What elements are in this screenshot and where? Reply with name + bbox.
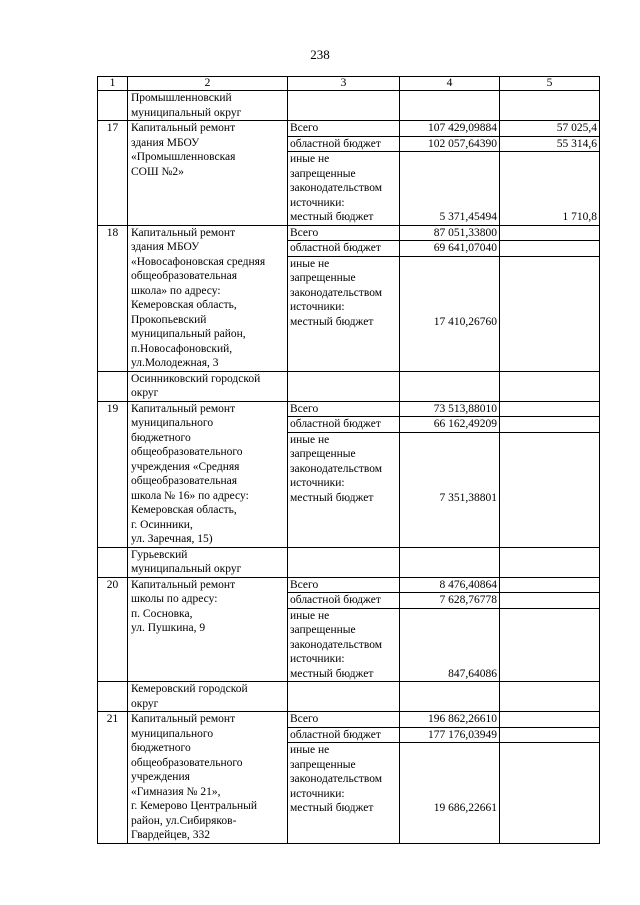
budget-table: [97, 76, 600, 844]
amount-col5-local: [502, 315, 597, 330]
table-header-row: [98, 77, 600, 91]
amount-local: 19 686,22661: [433, 802, 497, 814]
description-line: общеобразовательного: [131, 446, 243, 458]
spacer: [402, 196, 497, 211]
spacer: [402, 181, 497, 196]
description-line: общеобразовательная: [131, 270, 237, 282]
amount-local: 7 351,38801: [439, 491, 497, 504]
description-line: ул.Молодежная, 3: [131, 357, 219, 369]
item-description: [128, 121, 288, 226]
amount-local: 17 410,26760: [433, 315, 497, 328]
spacer: [502, 609, 597, 624]
label-local: местный бюджет: [290, 667, 374, 680]
row-number-cell: [98, 547, 128, 577]
spacer: [402, 300, 497, 315]
description-line: Капитальный ремонт: [131, 578, 236, 591]
label-regional: областной бюджет: [288, 137, 399, 153]
description-line: «Гимназия № 21»,: [131, 785, 221, 798]
region-line: муниципальный округ: [131, 106, 242, 119]
amount-regional: 69 641,07040: [400, 241, 499, 257]
label-regional: областной бюджет: [288, 417, 399, 433]
label-other: запрещенные: [290, 448, 356, 460]
region-line: Кемеровский городской: [131, 683, 248, 695]
region-line: Гурьевский: [131, 548, 188, 561]
region-line: округ: [131, 387, 159, 399]
description-line: г. Кемерово Центральный: [131, 800, 258, 812]
amount-col5-cell: [500, 225, 600, 371]
spacer: [502, 623, 597, 638]
amount-cell: [400, 401, 500, 547]
spacer: [402, 638, 497, 653]
region-line: округ: [131, 697, 159, 710]
amount-col5-regional: [500, 241, 599, 257]
spacer: [502, 257, 597, 272]
description-line: школы по адресу:: [131, 593, 218, 605]
label-other: законодательством: [290, 773, 383, 785]
empty-cell: [288, 547, 400, 577]
description-line: Прокопьевский: [131, 313, 207, 326]
label-other: запрещенные: [290, 167, 356, 180]
description-line: общеобразовательного: [131, 756, 243, 769]
description-line: муниципальный район,: [131, 328, 246, 340]
description-line: п. Сосновка,: [131, 607, 193, 620]
region-line: Промышленновский: [131, 92, 232, 104]
label-local: местный бюджет: [290, 211, 374, 223]
spacer: [402, 476, 497, 491]
header-cell-5: 5: [500, 77, 600, 91]
description-line: Кемеровская область,: [131, 299, 237, 311]
description-line: Капитальный ремонт: [131, 713, 236, 725]
spacer: [502, 196, 597, 211]
empty-cell: [400, 547, 500, 577]
description-line: Кемеровская область,: [131, 504, 237, 516]
spacer: [402, 787, 497, 802]
label-total: Всего: [288, 121, 399, 137]
table-row: [98, 577, 600, 682]
spacer: [502, 638, 597, 653]
empty-cell: [400, 371, 500, 401]
description-line: здания МБОУ: [131, 136, 200, 149]
spacer: [502, 433, 597, 448]
description-line: Капитальный ремонт: [131, 402, 236, 415]
region-name: [128, 371, 288, 401]
label-other: иные не: [290, 609, 330, 622]
label-other: источники:: [290, 196, 345, 209]
spacer: [502, 787, 597, 802]
amount-col5-local: 1 710,8: [562, 211, 597, 223]
label-total: Всего: [288, 578, 399, 594]
row-number: 19: [98, 401, 128, 547]
table-row: [98, 225, 600, 371]
description-line: Гвардейцев, 332: [131, 829, 210, 841]
spacer: [502, 152, 597, 167]
description-line: Капитальный ремонт: [131, 226, 236, 239]
amount-col5-regional: [500, 728, 599, 744]
label-other: источники:: [290, 787, 345, 800]
description-line: бюджетного: [131, 431, 191, 444]
label-regional: областной бюджет: [288, 728, 399, 744]
amount-col5-local: [502, 667, 597, 682]
description-line: учреждения «Средняя: [131, 460, 240, 473]
row-number: 18: [98, 225, 128, 371]
description-line: «Новосафоновская средняя: [131, 255, 266, 268]
label-total: Всего: [288, 712, 399, 728]
table-row: [98, 712, 600, 844]
header-cell-1: 1: [98, 77, 128, 91]
region-line: муниципальный округ: [131, 563, 242, 575]
empty-cell: [288, 371, 400, 401]
empty-cell: [288, 682, 400, 712]
empty-cell: [288, 91, 400, 121]
spacer: [402, 758, 497, 773]
spacer: [402, 447, 497, 462]
amount-cell: [400, 577, 500, 682]
item-description: [128, 712, 288, 844]
funding-source-cell: [288, 712, 400, 844]
amount-total: 87 051,33800: [400, 226, 499, 242]
description-line: школа № 16» по адресу:: [131, 489, 249, 502]
amount-col5-cell: [500, 121, 600, 226]
spacer: [402, 167, 497, 182]
description-line: общеобразовательная: [131, 475, 237, 487]
amount-col5-local: [502, 491, 597, 506]
amount-col5-regional: [500, 417, 599, 433]
spacer: [402, 772, 497, 787]
region-row: [98, 547, 600, 577]
item-description: [128, 577, 288, 682]
spacer: [502, 447, 597, 462]
row-number-cell: [98, 91, 128, 121]
item-description: [128, 225, 288, 371]
row-number: 20: [98, 577, 128, 682]
amount-col5-cell: [500, 712, 600, 844]
empty-cell: [500, 91, 600, 121]
label-other: законодательством: [290, 286, 383, 299]
label-regional: областной бюджет: [288, 593, 399, 609]
label-regional: областной бюджет: [288, 241, 399, 257]
funding-source-cell: [288, 401, 400, 547]
label-other: иные не: [290, 744, 330, 756]
amount-regional: 102 057,64390: [400, 137, 499, 153]
row-number: 17: [98, 121, 128, 226]
amount-cell: [400, 225, 500, 371]
empty-cell: [500, 547, 600, 577]
spacer: [402, 271, 497, 286]
label-other: запрещенные: [290, 758, 356, 771]
row-number-cell: [98, 682, 128, 712]
label-other: источники:: [290, 477, 345, 489]
funding-source-cell: [288, 577, 400, 682]
region-name: [128, 91, 288, 121]
amount-cell: [400, 121, 500, 226]
description-line: школа» по адресу:: [131, 284, 221, 297]
label-other: источники:: [290, 301, 345, 313]
spacer: [402, 462, 497, 477]
label-total: Всего: [288, 402, 399, 418]
description-line: «Промышленновская: [131, 151, 236, 163]
funding-source-cell: [288, 121, 400, 226]
amount-regional: 66 162,49209: [400, 417, 499, 433]
region-row: [98, 371, 600, 401]
amount-col5-total: [500, 578, 599, 594]
label-other: запрещенные: [290, 272, 356, 284]
amount-col5-total: [500, 712, 599, 728]
amount-col5-local: [502, 801, 597, 816]
empty-cell: [500, 682, 600, 712]
spacer: [502, 758, 597, 773]
amount-col5-regional: [500, 593, 599, 609]
item-description: [128, 401, 288, 547]
description-line: бюджетного: [131, 742, 191, 754]
amount-col5-total: 57 025,4: [500, 121, 599, 137]
region-name: [128, 682, 288, 712]
amount-col5-total: [500, 402, 599, 418]
spacer: [502, 167, 597, 182]
spacer: [402, 623, 497, 638]
label-total: Всего: [288, 226, 399, 242]
label-other: законодательством: [290, 638, 383, 651]
amount-local: 847,64086: [448, 667, 497, 680]
amount-total: 8 476,40864: [400, 578, 499, 594]
funding-source-cell: [288, 225, 400, 371]
page-number: 238: [310, 47, 330, 62]
spacer: [402, 257, 497, 272]
amount-total: 196 862,26610: [400, 712, 499, 728]
table-row: [98, 121, 600, 226]
description-line: ул. Заречная, 15): [131, 533, 213, 545]
label-other: запрещенные: [290, 624, 356, 636]
row-number-cell: [98, 371, 128, 401]
spacer: [502, 652, 597, 667]
region-name: [128, 547, 288, 577]
label-other: источники:: [290, 653, 345, 665]
spacer: [502, 743, 597, 758]
description-line: СОШ №2»: [131, 165, 184, 178]
spacer: [402, 652, 497, 667]
description-line: ул. Пушкина, 9: [131, 622, 206, 634]
label-other: иные не: [290, 153, 330, 165]
spacer: [502, 286, 597, 301]
amount-total: 73 513,88010: [400, 402, 499, 418]
spacer: [502, 476, 597, 491]
spacer: [402, 743, 497, 758]
label-other: иные не: [290, 257, 330, 270]
spacer: [502, 271, 597, 286]
table-row: [98, 401, 600, 547]
description-line: муниципального: [131, 417, 214, 429]
description-line: учреждения: [131, 771, 190, 783]
header-cell-4: 4: [400, 77, 500, 91]
label-local: местный бюджет: [290, 315, 374, 328]
label-local: местный бюджет: [290, 802, 374, 814]
spacer: [402, 609, 497, 624]
region-row: [98, 91, 600, 121]
amount-total: 107 429,09884: [400, 121, 499, 137]
description-line: г. Осинники,: [131, 518, 193, 531]
spacer: [402, 286, 497, 301]
description-line: муниципального: [131, 727, 214, 740]
empty-cell: [400, 682, 500, 712]
region-row: [98, 682, 600, 712]
label-other: иные не: [290, 433, 330, 446]
spacer: [502, 462, 597, 477]
label-local: местный бюджет: [290, 491, 374, 504]
spacer: [402, 152, 497, 167]
spacer: [502, 181, 597, 196]
region-line: Осинниковский городской: [131, 372, 261, 385]
label-other: законодательством: [290, 462, 383, 475]
empty-cell: [400, 91, 500, 121]
empty-cell: [500, 371, 600, 401]
header-cell-2: 2: [128, 77, 288, 91]
amount-cell: [400, 712, 500, 844]
amount-col5-total: [500, 226, 599, 242]
spacer: [402, 433, 497, 448]
spacer: [502, 300, 597, 315]
amount-col5-cell: [500, 401, 600, 547]
amount-regional: 7 628,76778: [400, 593, 499, 609]
amount-col5-cell: [500, 577, 600, 682]
amount-regional: 177 176,03949: [400, 728, 499, 744]
row-number: 21: [98, 712, 128, 844]
amount-col5-regional: 55 314,6: [500, 137, 599, 153]
header-cell-3: 3: [288, 77, 400, 91]
amount-local: 5 371,45494: [439, 211, 497, 223]
label-other: законодательством: [290, 182, 383, 194]
description-line: п.Новосафоновский,: [131, 342, 233, 355]
description-line: район, ул.Сибиряков-: [131, 814, 237, 827]
spacer: [502, 772, 597, 787]
description-line: здания МБОУ: [131, 241, 200, 253]
description-line: Капитальный ремонт: [131, 122, 236, 134]
